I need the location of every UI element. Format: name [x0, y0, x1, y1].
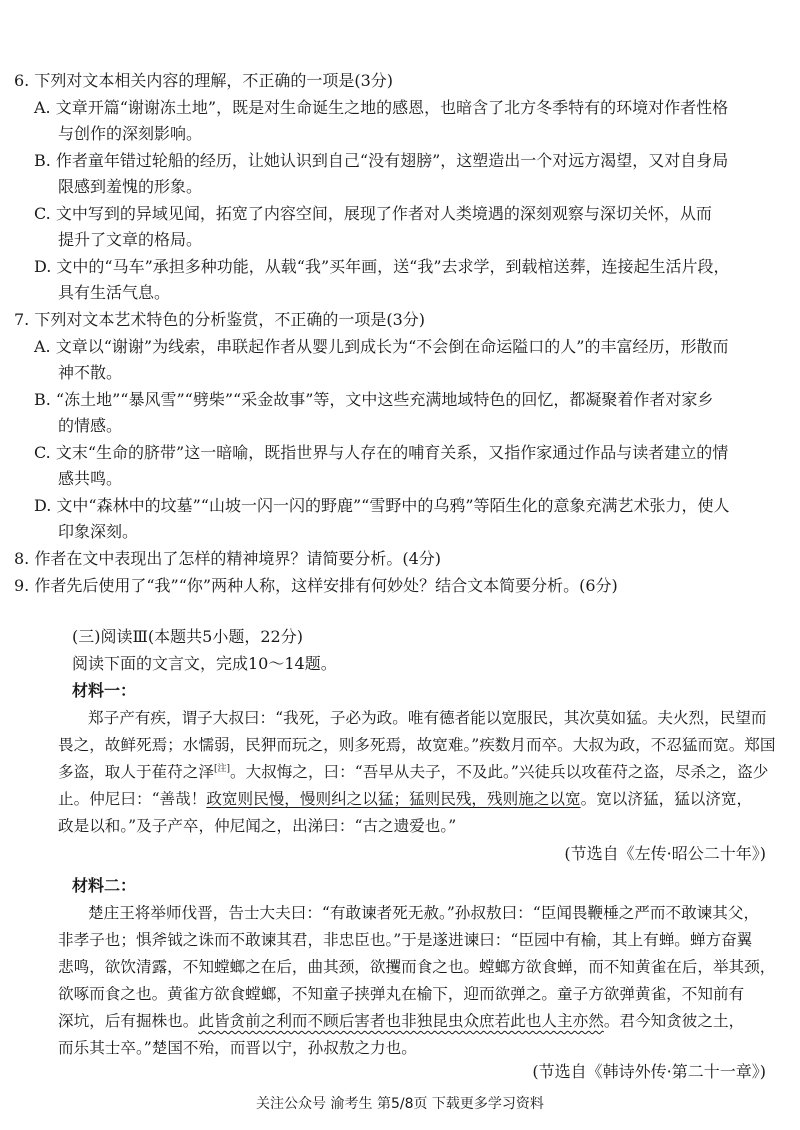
material2-source: (节选自《韩诗外传·第二十一章》) [532, 1062, 766, 1081]
material1-source: (节选自《左传·昭公二十年》) [564, 844, 766, 863]
footnote-marker: [注] [213, 763, 230, 774]
q6-option-b-cont: 限感到羞愧的形象。 [58, 177, 203, 196]
wavy-underlined-sentence: 此皆贪前之利而不顾后害者也非独昆虫众庶若此也人主亦然 [198, 1012, 604, 1030]
q6-option-c: C. 文中写到的异域见闻，拓宽了内容空间，展现了作者对人类境遇的深刻观察与深切关怀，从而 [34, 204, 712, 223]
material1-line-3-part-b: 。大叔悔之，曰：“吾早从夫子，不及此。”兴徒兵以攻萑苻之盗，尽杀之，盗少 [229, 763, 769, 781]
section3-heading: (三)阅读Ⅲ(本题共5小题，22分) [72, 627, 303, 646]
q7-option-b: B. “冻土地”“暴风雪”“劈柴”“采金故事”等，文中这些充满地域特色的回忆，都凝聚着作者对家乡 [34, 390, 714, 409]
q6-option-a-cont: 与创作的深刻影响。 [58, 124, 203, 143]
q6-option-c-cont: 提升了文章的格局。 [58, 230, 203, 249]
q6-option-d: D. 文中的“马车”承担多种功能，从载“我”买年画，送“我”去求学，到载棺送葬，连接起生活片段， [34, 257, 730, 276]
material2-line-5 [58, 1011, 744, 1031]
material2-line-5-part-b: 。君今知贪彼之土， [603, 1012, 745, 1030]
material1-line-3 [58, 762, 768, 782]
q9-stem: 9. 作者先后使用了“我”“你”两种人称，这样安排有何妙处？结合文本简要分析。(6分) [14, 576, 618, 595]
page-footer: 关注公众号 渝考生 第5/8页 下载更多学习资料 [256, 1096, 544, 1112]
material2-line-4: 欲啄而食之也。黄雀方欲食螳螂，不知童子挟弹丸在榆下，迎而欲弹之。童子方欲弹黄雀，不知前有 [58, 985, 745, 1003]
material1-line-4-part-a: 止。仲尼曰：“善哉！ [58, 790, 207, 808]
material1-line-2: 畏之，故鲜死焉；水懦弱，民狎而玩之，则多死焉，故宽难。”疾数月而卒。大叔为政，不忍猛而宽。郑国 [58, 736, 776, 754]
material1-line-4-part-b: 。宽以济猛，猛以济宽， [580, 790, 753, 808]
q7-option-a: A. 文章以“谢谢”为线索，串联起作者从婴儿到成长为“不会倒在命运隘口的人”的丰富经历，形散而 [34, 337, 729, 356]
q6-stem: 6. 下列对文本相关内容的理解，不正确的一项是(3分) [14, 71, 394, 90]
q6-option-b: B. 作者童年错过轮船的经历，让她认识到自己“没有翅膀”，这塑造出一个对远方渴望，又对自身局 [34, 151, 729, 170]
material2-line-3: 悲鸣，欲饮清露，不知螳螂之在后，曲其颈，欲攫而食之也。螳螂方欲食蝉，而不知黄雀在后，举其颈， [58, 958, 776, 976]
q7-option-a-cont: 神不散。 [58, 363, 123, 382]
material1-line-1: 郑子产有疾，谓子大叔曰：“我死，子必为政。唯有德者能以宽服民，其次莫如猛。夫火烈，民望而 [88, 709, 767, 727]
q7-option-d: D. 文中“森林中的坟墓”“山坡一闪一闪的野鹿”“雪野中的乌鸦”等陌生化的意象充满艺术张力，使人 [34, 496, 730, 515]
material2-line-5-part-a: 深坑，后有掘株也。 [58, 1012, 199, 1030]
q6-option-d-cont: 具有生活气息。 [58, 283, 171, 302]
material2-line-2: 非孝子也；惧斧钺之诛而不敢谏其君，非忠臣也。”于是遂进谏曰：“臣园中有榆，其上有蝉。蝉方奋翼 [58, 931, 753, 949]
section3-instruction: 阅读下面的文言文，完成10～14题。 [72, 654, 337, 673]
material1-line-5: 政是以和。”及子产卒，仲尼闻之，出涕曰：“古之遗爱也。” [58, 817, 457, 835]
q7-option-c-cont: 感共鸣。 [58, 469, 123, 488]
material1-label: 材料一： [72, 681, 137, 700]
q6-option-a: A. 文章开篇“谢谢冻土地”，既是对生命诞生之地的感恩，也暗含了北方冬季特有的环境对作者性格 [34, 98, 729, 117]
q7-option-c: C. 文末“生命的脐带”这一暗喻，既指世界与人存在的哺育关系，又指作家通过作品与读者建立的情 [34, 443, 729, 462]
q7-option-b-cont: 的情感。 [58, 416, 123, 435]
material2-line-6: 而乐其士卒。”楚国不殆，而晋以宁，孙叔敖之力也。 [58, 1039, 417, 1057]
material2-line-1: 楚庄王将举师伐晋，告士大夫曰：“有敢谏者死无赦。”孙叔敖曰：“臣闻畏鞭棰之严而不敢谏其父， [88, 904, 760, 922]
q8-stem: 8. 作者在文中表现出了怎样的精神境界？请简要分析。(4分) [14, 549, 442, 568]
material2-label: 材料二： [72, 876, 137, 895]
q7-stem: 7. 下列对文本艺术特色的分析鉴赏，不正确的一项是(3分) [14, 310, 426, 329]
material1-line-4 [58, 789, 752, 809]
material1-line-3-part-a: 多盗，取人于萑苻之泽 [58, 763, 214, 781]
q7-option-d-cont: 印象深刻。 [58, 522, 139, 541]
underlined-sentence-1: 政宽则民慢，慢则纠之以猛；猛则民残，残则施之以宽 [206, 790, 581, 808]
